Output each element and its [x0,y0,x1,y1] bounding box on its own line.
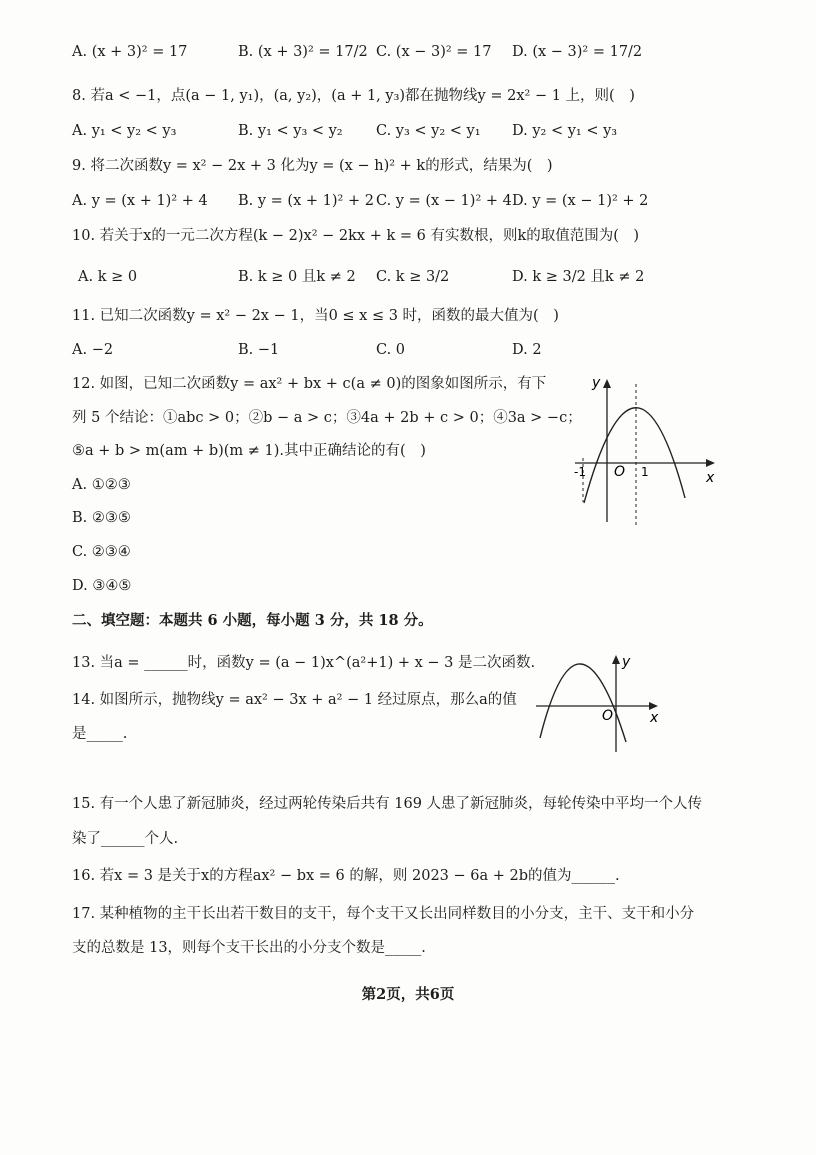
q8-option-d: D. y₂ < y₁ < y₃ [512,123,618,139]
q12-y-label: y [592,375,601,391]
q12-option-b: B. ②③⑤ [72,510,131,526]
q9-option-b: B. y = (x + 1)² + 2 [238,193,374,209]
q7-option-d: D. (x − 3)² = 17/2 [512,44,643,60]
q10-option-d: D. k ≥ 3/2 且k ≠ 2 [512,269,645,285]
section2-heading: 二、填空题：本题共 6 小题，每小题 3 分，共 18 分。 [72,612,433,629]
q14-x-label: x [650,710,659,726]
q14-origin-label: O [602,708,614,724]
q12-stem-line1: 12. 如图，已知二次函数y = ax² + bx + c(a ≠ 0)的图象如图所示，有下 [72,376,547,392]
q11-option-b: B. −1 [238,342,280,358]
q11-stem: 11. 已知二次函数y = x² − 2x − 1，当0 ≤ x ≤ 3 时，函数的最大值为( ) [72,308,559,324]
q7-option-c: C. (x − 3)² = 17 [376,44,492,60]
q14-y-label: y [622,654,631,670]
q8-option-b: B. y₁ < y₃ < y₂ [238,123,343,139]
q10-option-c: C. k ≥ 3/2 [376,269,450,285]
q11-option-c: C. 0 [376,342,406,358]
q14-x-arrow [649,702,658,710]
q17-stem-line2: 支的总数是 13，则每个支干长出的小分支个数是_____. [72,940,426,956]
q12-option-c: C. ②③④ [72,544,131,560]
q15-stem-line2: 染了______个人. [72,831,179,847]
q12-x-label: x [706,470,715,486]
q10-option-a: A. k ≥ 0 [78,269,138,285]
q12-stem-line3: ⑤a + b > m(am + b)(m ≠ 1).其中正确结论的有( ) [72,443,426,459]
q17-stem-line1: 17. 某种植物的主干长出若干数目的支干，每个支干又长出同样数目的小分支，主干、支干和小分 [72,906,695,922]
q10-option-b: B. k ≥ 0 且k ≠ 2 [238,269,356,285]
q8-option-c: C. y₃ < y₂ < y₁ [376,123,481,139]
q14-parabola-graph [530,648,670,754]
q8-option-a: A. y₁ < y₂ < y₃ [72,123,177,139]
q9-option-c: C. y = (x − 1)² + 4 [376,193,512,209]
q8-stem: 8. 若a < −1，点(a − 1, y₁)，(a, y₂)，(a + 1, y₃)都在抛物线y = 2x² − 1 上，则( ) [72,88,635,104]
q13-stem: 13. 当a = ______时，函数y = (a − 1)x^(a²+1) + x − 3 是二次函数. [72,655,536,671]
q15-stem-line1: 15. 有一个人患了新冠肺炎，经过两轮传染后共有 169 人患了新冠肺炎，每轮传染中平均一个人传 [72,796,703,812]
q12-tick-1: 1 [641,465,649,479]
q16-stem: 16. 若x = 3 是关于x的方程ax² − bx = 6 的解，则 2023 − 6a + 2b的值为______. [72,868,620,884]
q12-x-arrow [706,459,715,467]
q12-parabola-graph [570,370,720,530]
q14-y-arrow [612,655,620,664]
q12-stem-line2: 列 5 个结论：①abc > 0；②b − a > c；③4a + 2b + c > 0；④3a > −c； [72,410,582,426]
q9-option-a: A. y = (x + 1)² + 4 [72,193,208,209]
q14-parabola-curve [540,664,626,742]
q9-stem: 9. 将二次函数y = x² − 2x + 3 化为y = (x − h)² + k的形式，结果为( ) [72,158,553,174]
q12-parabola-curve [584,408,685,503]
page-footer: 第2页，共6页 [361,986,455,1003]
q12-tick-neg1: -1 [574,465,586,479]
q7-option-a: A. (x + 3)² = 17 [72,44,188,60]
q11-option-d: D. 2 [512,342,542,358]
q14-stem-line1: 14. 如图所示，抛物线y = ax² − 3x + a² − 1 经过原点，那么a的值 [72,692,517,708]
q10-stem: 10. 若关于x的一元二次方程(k − 2)x² − 2kx + k = 6 有实数根，则k的取值范围为( ) [72,228,640,244]
q12-origin-label: O [614,464,626,480]
q7-option-b: B. (x + 3)² = 17/2 [238,44,368,60]
q9-option-d: D. y = (x − 1)² + 2 [512,193,649,209]
q14-stem-line2: 是_____. [72,726,128,742]
q12-option-d: D. ③④⑤ [72,578,132,594]
q12-option-a: A. ①②③ [72,477,131,493]
q12-y-arrow [603,379,611,388]
q11-option-a: A. −2 [72,342,114,358]
